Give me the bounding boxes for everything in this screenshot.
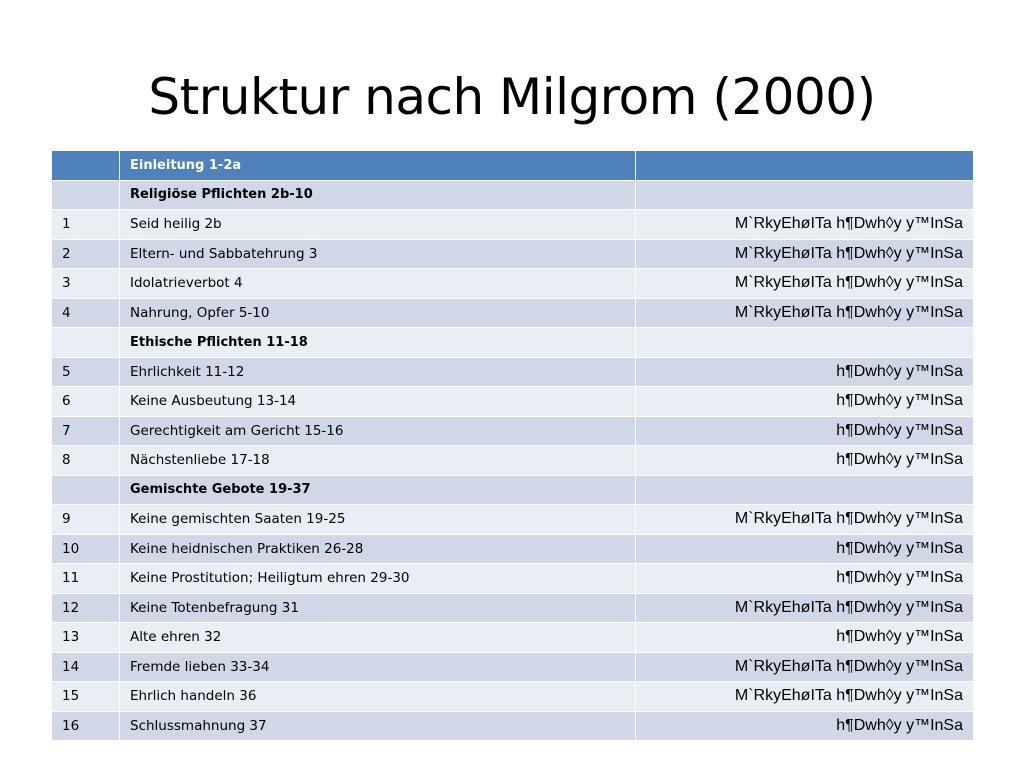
row-code-cell: M`RkyEhøITa h¶Dwh◊y y™InSa [636, 682, 974, 712]
section-row [52, 475, 974, 505]
row-code-cell: h¶Dwh◊y y™InSa [636, 564, 974, 594]
row-code-cell: h¶Dwh◊y y™InSa [636, 357, 974, 387]
row-code-cell: h¶Dwh◊y y™InSa [636, 387, 974, 417]
row-code-cell: h¶Dwh◊y y™InSa [636, 416, 974, 446]
row-number-cell: 8 [52, 446, 120, 476]
table-row [52, 416, 974, 446]
row-number-cell: 13 [52, 623, 120, 653]
row-code-cell: h¶Dwh◊y y™InSa [636, 534, 974, 564]
row-number-cell: 4 [52, 298, 120, 328]
header-label-cell: Einleitung 1-2a [120, 151, 636, 181]
row-number-cell: 6 [52, 387, 120, 417]
row-number-cell: 14 [52, 652, 120, 682]
row-number-cell: 11 [52, 564, 120, 594]
row-code-cell: M`RkyEhøITa h¶Dwh◊y y™InSa [636, 505, 974, 535]
table-row [52, 505, 974, 535]
header-code-cell [636, 151, 974, 181]
row-label-cell: Schlussmahnung 37 [120, 711, 636, 741]
row-label-cell: Keine heidnischen Praktiken 26-28 [120, 534, 636, 564]
row-number-cell: 1 [52, 210, 120, 240]
row-label-cell: Eltern- und Sabbatehrung 3 [120, 239, 636, 269]
row-label-cell: Ehrlich handeln 36 [120, 682, 636, 712]
row-label-cell: Idolatrieverbot 4 [120, 269, 636, 299]
table-row [52, 210, 974, 240]
row-label-cell: Keine gemischten Saaten 19-25 [120, 505, 636, 535]
row-code-cell: h¶Dwh◊y y™InSa [636, 446, 974, 476]
row-number-cell [52, 328, 120, 358]
row-label-cell: Ehrlichkeit 11-12 [120, 357, 636, 387]
row-label-cell: Nahrung, Opfer 5-10 [120, 298, 636, 328]
table-row [52, 682, 974, 712]
table-row [52, 298, 974, 328]
row-code-cell: M`RkyEhøITa h¶Dwh◊y y™InSa [636, 269, 974, 299]
table-row [52, 711, 974, 741]
row-code-cell: M`RkyEhøITa h¶Dwh◊y y™InSa [636, 652, 974, 682]
row-number-cell: 7 [52, 416, 120, 446]
table-row [52, 446, 974, 476]
header-num-cell [52, 151, 120, 181]
row-label-cell: Keine Totenbefragung 31 [120, 593, 636, 623]
table-row [52, 357, 974, 387]
row-code-cell [636, 328, 974, 358]
section-label-cell: Gemischte Gebote 19-37 [120, 475, 636, 505]
row-code-cell: h¶Dwh◊y y™InSa [636, 623, 974, 653]
row-code-cell: M`RkyEhøITa h¶Dwh◊y y™InSa [636, 593, 974, 623]
row-code-cell: M`RkyEhøITa h¶Dwh◊y y™InSa [636, 210, 974, 240]
row-number-cell: 5 [52, 357, 120, 387]
table-row [52, 652, 974, 682]
table-body [52, 180, 974, 741]
row-label-cell: Alte ehren 32 [120, 623, 636, 653]
row-label-cell: Fremde lieben 33-34 [120, 652, 636, 682]
row-label-cell: Keine Ausbeutung 13-14 [120, 387, 636, 417]
row-number-cell: 16 [52, 711, 120, 741]
table-row [52, 564, 974, 594]
row-label-cell: Seid heilig 2b [120, 210, 636, 240]
section-label-cell: Religiöse Pflichten 2b-10 [120, 180, 636, 210]
row-code-cell [636, 475, 974, 505]
table-row [52, 239, 974, 269]
row-number-cell: 3 [52, 269, 120, 299]
structure-table [51, 150, 974, 741]
row-number-cell [52, 475, 120, 505]
row-number-cell: 9 [52, 505, 120, 535]
row-number-cell: 12 [52, 593, 120, 623]
row-code-cell [636, 180, 974, 210]
row-number-cell: 2 [52, 239, 120, 269]
row-label-cell: Nächstenliebe 17-18 [120, 446, 636, 476]
row-label-cell: Gerechtigkeit am Gericht 15-16 [120, 416, 636, 446]
section-row [52, 180, 974, 210]
table-row [52, 623, 974, 653]
slide-title: Struktur nach Milgrom (2000) [148, 68, 876, 126]
row-code-cell: h¶Dwh◊y y™InSa [636, 711, 974, 741]
row-label-cell: Keine Prostitution; Heiligtum ehren 29-30 [120, 564, 636, 594]
table-row [52, 269, 974, 299]
row-number-cell [52, 180, 120, 210]
table-header-row [52, 151, 974, 181]
table-row [52, 534, 974, 564]
row-number-cell: 10 [52, 534, 120, 564]
row-code-cell: M`RkyEhøITa h¶Dwh◊y y™InSa [636, 298, 974, 328]
row-code-cell: M`RkyEhøITa h¶Dwh◊y y™InSa [636, 239, 974, 269]
row-number-cell: 15 [52, 682, 120, 712]
section-row [52, 328, 974, 358]
section-label-cell: Ethische Pflichten 11-18 [120, 328, 636, 358]
table-row [52, 387, 974, 417]
table-row [52, 593, 974, 623]
